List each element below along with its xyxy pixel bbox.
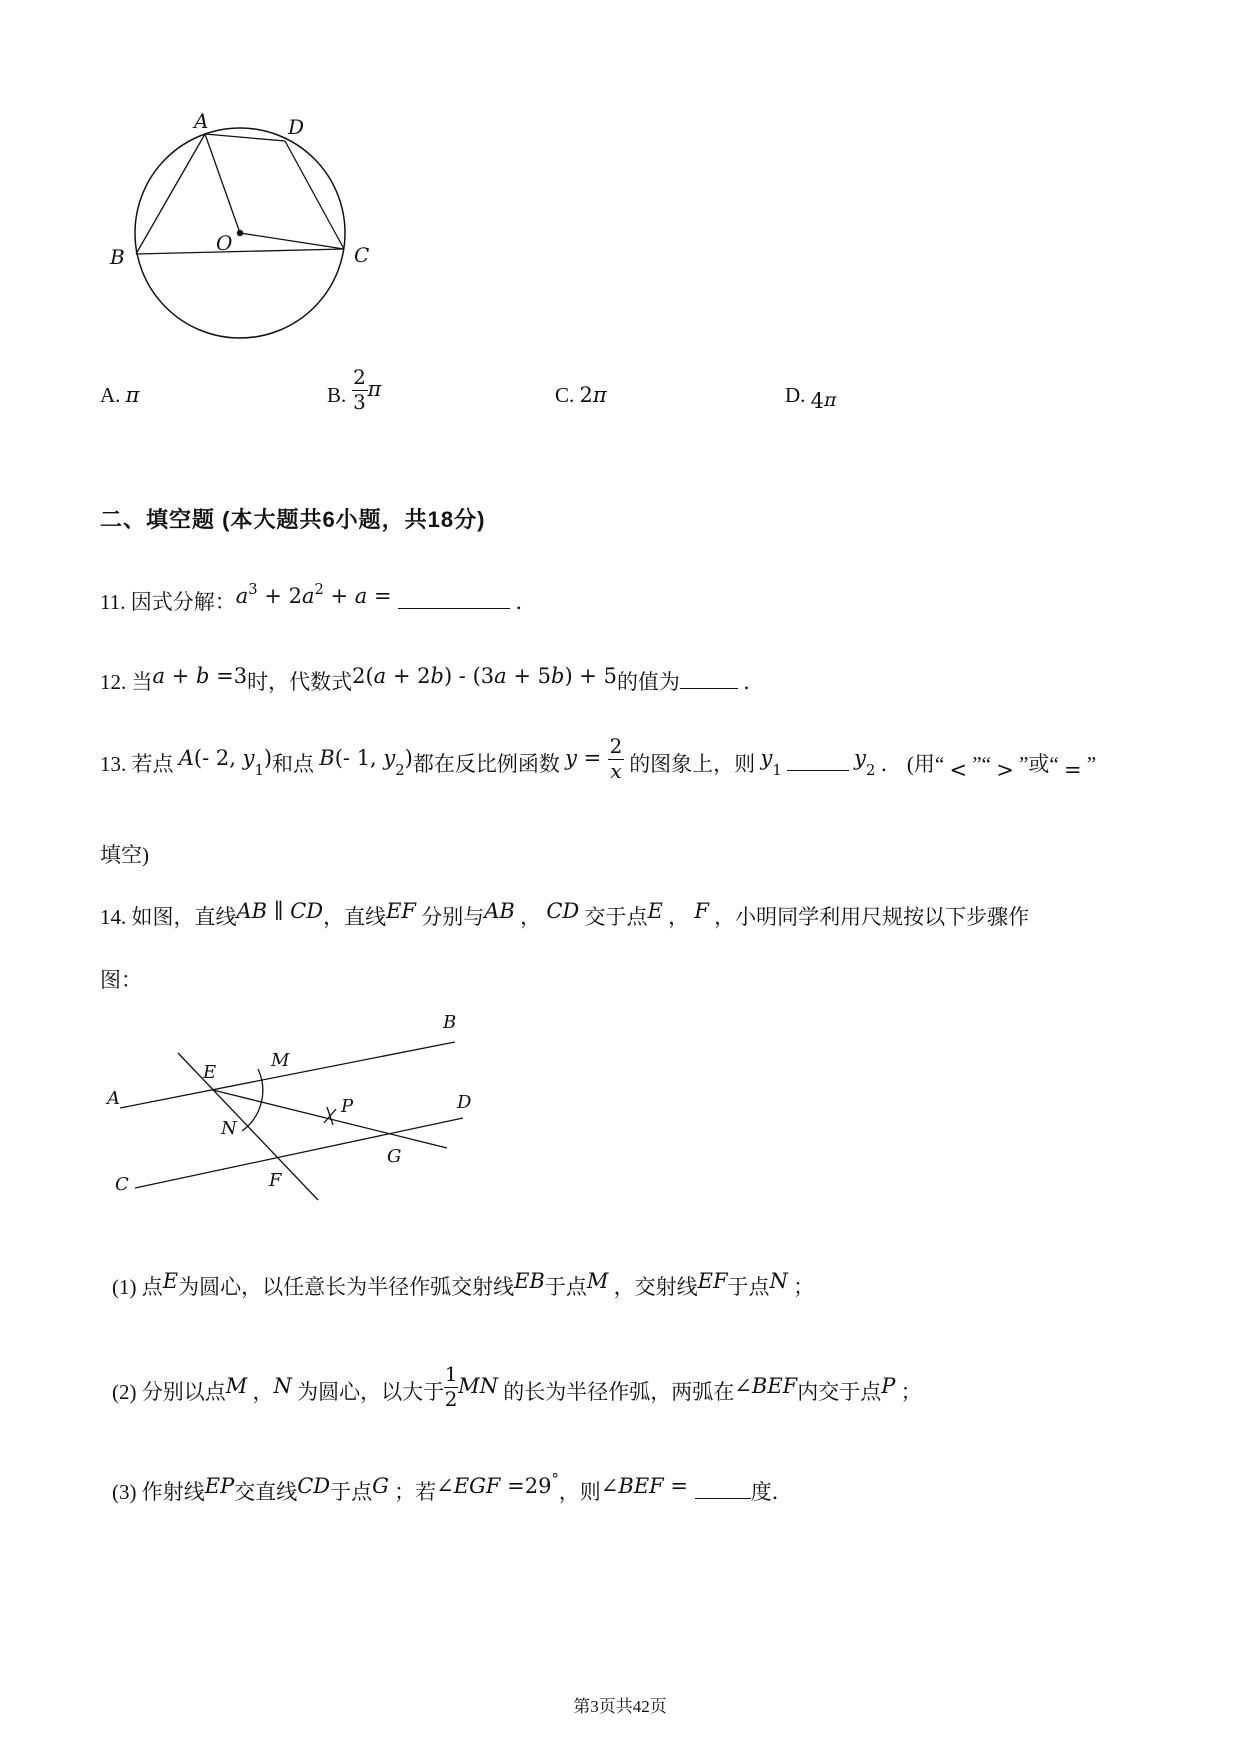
circle-diagram bbox=[100, 88, 380, 358]
question-14-line2: 图： bbox=[100, 968, 142, 992]
chord-dc bbox=[285, 141, 344, 249]
point-label-g: G bbox=[387, 1146, 402, 1167]
page-footer: 第3页共42页 bbox=[573, 1697, 667, 1716]
section-title: 二、填空题 (本大题共6小题，共18分) bbox=[100, 507, 486, 532]
point-label-n: N bbox=[221, 1118, 237, 1139]
point-label-d: D bbox=[288, 115, 305, 139]
q10-option-d: D. 4π bbox=[785, 383, 837, 413]
point-label-p: P bbox=[341, 1096, 354, 1117]
chord-ba bbox=[136, 134, 205, 254]
q10-option-b: B. $\frac{2}{3}$ π bbox=[327, 365, 382, 414]
line-cd bbox=[135, 1118, 463, 1188]
point-label-c: C bbox=[354, 243, 370, 267]
point-label-o: O bbox=[216, 231, 233, 255]
question-11: 11. 因式分解：$a^3 + 2a^2 + a$ = ． bbox=[100, 581, 537, 614]
point-label-m: M bbox=[271, 1050, 290, 1071]
step-1: (1) 点E为圆心，以任意长为半径作弧交射线EB于点M ，交射线EF于点N ； bbox=[112, 1269, 815, 1299]
q10-option-c: C. 2π bbox=[555, 383, 607, 407]
q10-option-a: A. π bbox=[100, 383, 140, 407]
point-label-c: C bbox=[115, 1174, 129, 1195]
ray-ep bbox=[213, 1090, 447, 1148]
radius-ao bbox=[205, 134, 240, 233]
point-label-b: B bbox=[443, 1012, 457, 1033]
center-dot bbox=[237, 230, 243, 236]
arc-mark-p2 bbox=[324, 1109, 336, 1123]
step-3: (3) 作射线EP交直线CD于点G ；若∠EGF =29°，则∠BEF = 度． bbox=[112, 1471, 793, 1504]
question-13-line1: 13. 若点 A(- 2, y1)和点 B(- 1, y2)都在反比例函数 y = $\frac{2}{x}$ 的图象上，则 y1 y2 ． (用“ < ”“ > ”或“ = ” bbox=[100, 734, 1097, 783]
point-label-a: A bbox=[107, 1088, 120, 1109]
question-13-line2: 填空) bbox=[100, 843, 149, 867]
point-label-b: B bbox=[110, 245, 125, 269]
point-label-d: D bbox=[457, 1092, 472, 1113]
step-2: (2) 分别以点M ，N 为圆心，以大于 $\frac{1}{2}$ MN 的长为半径作弧，两弧在∠BEF内交于点P ； bbox=[112, 1362, 922, 1411]
question-12: 12. 当a + b =3时，代数式2(a + 2b) - (3a + 5b) + 5的值为 ． bbox=[100, 664, 765, 694]
chord-bc bbox=[136, 249, 344, 254]
chord-ad bbox=[205, 134, 285, 141]
point-label-e: E bbox=[203, 1062, 217, 1083]
question-14-line1: 14. 如图，直线AB ∥ CD，直线EF 分别与AB ， CD 交于点E ， F ，小明同学利用尺规按以下步骤作 bbox=[100, 899, 1030, 929]
construction-diagram bbox=[95, 1010, 495, 1210]
point-label-f: F bbox=[269, 1170, 282, 1191]
radius-oc bbox=[240, 233, 344, 249]
point-label-a: A bbox=[194, 109, 209, 133]
